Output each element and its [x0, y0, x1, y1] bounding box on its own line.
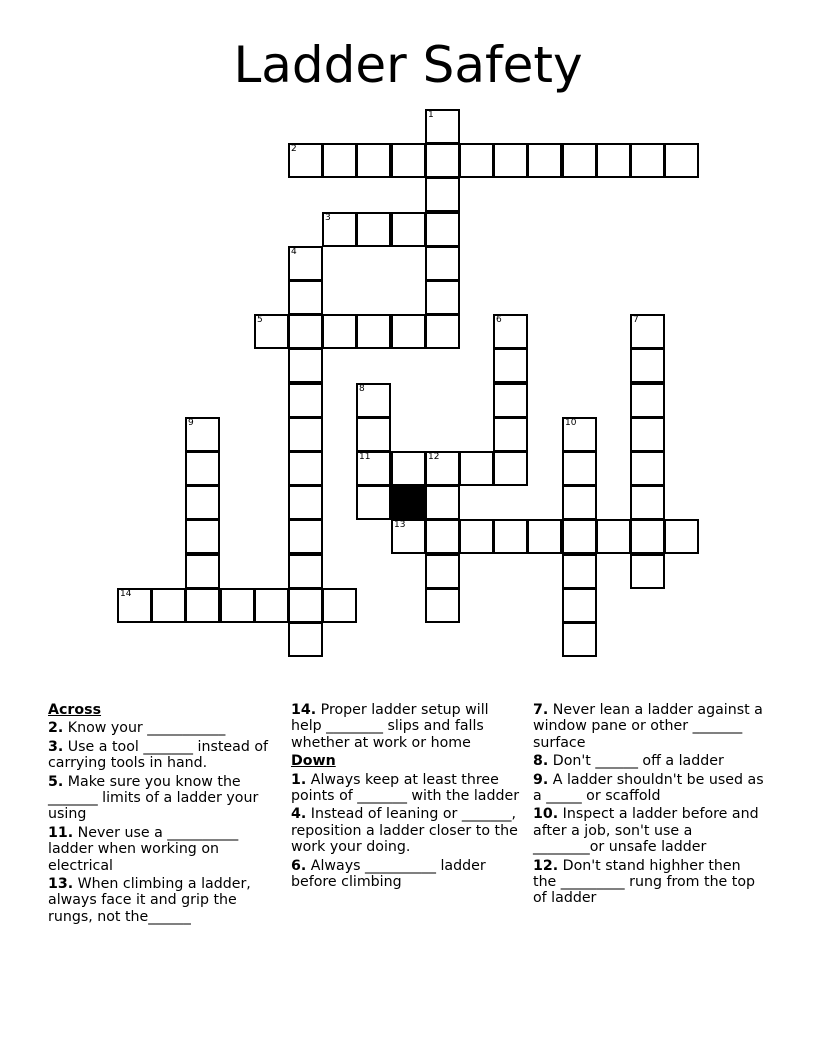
- clue-number: 12: [428, 452, 440, 462]
- clue-number: 1: [428, 110, 434, 120]
- clue-item: [291, 772, 521, 805]
- clue-item: [48, 774, 284, 823]
- clue-item: [48, 739, 284, 772]
- crossword-cell[interactable]: [425, 451, 460, 486]
- crossword-cell[interactable]: [356, 417, 391, 452]
- clue-number: 9: [188, 418, 194, 428]
- clue-number-label: 4.: [291, 806, 307, 823]
- crossword-cell[interactable]: [527, 519, 562, 554]
- crossword-cell[interactable]: [459, 143, 494, 178]
- crossword-cell[interactable]: [425, 485, 460, 520]
- clue-number: 13: [394, 520, 406, 530]
- clue-item: [533, 702, 768, 751]
- crossword-cell[interactable]: [322, 143, 357, 178]
- crossword-cell[interactable]: [630, 383, 665, 418]
- crossword-cell[interactable]: [562, 485, 597, 520]
- down-heading: Down: [291, 753, 336, 770]
- clue-number-label: 2.: [48, 720, 64, 737]
- crossword-cell[interactable]: [562, 143, 597, 178]
- crossword-cell[interactable]: [493, 348, 528, 383]
- clue-number-label: 1.: [291, 771, 307, 788]
- clue-number: 3: [325, 213, 331, 223]
- crossword-cell[interactable]: [288, 519, 323, 554]
- clue-item: [291, 806, 521, 855]
- page-title: Ladder Safety: [233, 36, 583, 94]
- clue-number: 10: [565, 418, 577, 428]
- crossword-cell[interactable]: [630, 519, 665, 554]
- clue-text: When climbing a ladder, always face it and grip the rungs, not the______: [48, 876, 251, 925]
- clue-text: Always __________ ladder before climbing: [291, 857, 486, 891]
- clue-item: [291, 858, 521, 891]
- crossword-cell[interactable]: [493, 519, 528, 554]
- crossword-cell[interactable]: [425, 519, 460, 554]
- crossword-cell[interactable]: [288, 622, 323, 657]
- clue-item: [533, 772, 768, 805]
- crossword-cell[interactable]: [596, 143, 631, 178]
- clue-item: [48, 720, 284, 736]
- crossword-cell[interactable]: [288, 485, 323, 520]
- clue-text: Never use a __________ ladder when working on electrical: [48, 824, 239, 874]
- clues-column-3: [533, 702, 768, 909]
- clue-number-label: 12.: [533, 857, 559, 874]
- crossword-cell[interactable]: [356, 451, 391, 486]
- crossword-cell[interactable]: [288, 143, 323, 178]
- crossword-cell[interactable]: [117, 588, 152, 623]
- clue-number-label: 10.: [533, 806, 559, 823]
- clues-column-2: [291, 702, 521, 892]
- crossword-cell[interactable]: [288, 246, 323, 281]
- crossword-cell[interactable]: [356, 314, 391, 349]
- clue-number: 5: [257, 315, 263, 325]
- clue-number: 14: [120, 589, 132, 599]
- crossword-cell[interactable]: [562, 622, 597, 657]
- clue-text: Don't stand highher then the _________ rung from the top of ladder: [533, 857, 756, 907]
- clue-number: 2: [291, 144, 297, 154]
- crossword-cell[interactable]: [425, 280, 460, 315]
- black-cell: [391, 485, 426, 520]
- crossword-cell[interactable]: [391, 143, 426, 178]
- crossword-cell[interactable]: [185, 417, 220, 452]
- clue-number-label: 6.: [291, 857, 307, 874]
- crossword-cell[interactable]: [562, 554, 597, 589]
- crossword-cell[interactable]: [459, 519, 494, 554]
- clue-text: A ladder shouldn't be used as a _____ or scaffold: [533, 771, 764, 805]
- clue-text: Know your ___________: [63, 720, 226, 737]
- clue-number-label: 8.: [533, 753, 549, 770]
- across-clue-list-continued: [291, 702, 521, 751]
- crossword-cell[interactable]: [664, 519, 699, 554]
- crossword-cell[interactable]: [288, 280, 323, 315]
- clue-text: Instead of leaning or _______, reposition a ladder closer to the work your doing.: [291, 806, 518, 856]
- down-clue-list-continued: [533, 702, 768, 907]
- crossword-cell[interactable]: [185, 519, 220, 554]
- crossword-cell[interactable]: [630, 451, 665, 486]
- crossword-cell[interactable]: [425, 246, 460, 281]
- crossword-cell[interactable]: [425, 314, 460, 349]
- clue-number-label: 13.: [48, 876, 74, 893]
- crossword-cell[interactable]: [220, 588, 255, 623]
- crossword-cell[interactable]: [391, 212, 426, 247]
- crossword-cell[interactable]: [664, 143, 699, 178]
- clue-item: [533, 806, 768, 855]
- clue-number: 7: [633, 315, 639, 325]
- clue-text: Proper ladder setup will help ________ slips and falls whether at work or home: [291, 702, 489, 751]
- crossword-cell[interactable]: [254, 314, 289, 349]
- clue-text: Always keep at least three points of _______ with the ladder: [291, 771, 520, 805]
- crossword-cell[interactable]: [459, 451, 494, 486]
- crossword-cell[interactable]: [425, 588, 460, 623]
- crossword-cell[interactable]: [425, 109, 460, 144]
- crossword-cell[interactable]: [425, 177, 460, 212]
- clue-item: [533, 753, 768, 769]
- crossword-cell[interactable]: [527, 143, 562, 178]
- crossword-cell[interactable]: [630, 314, 665, 349]
- crossword-cell[interactable]: [493, 383, 528, 418]
- crossword-cell[interactable]: [630, 485, 665, 520]
- crossword-cell[interactable]: [322, 212, 357, 247]
- clue-number: 4: [291, 247, 297, 257]
- clue-number-label: 3.: [48, 738, 64, 755]
- crossword-cell[interactable]: [630, 348, 665, 383]
- crossword-cell[interactable]: [630, 143, 665, 178]
- down-clue-list: [291, 772, 521, 891]
- crossword-cell[interactable]: [288, 451, 323, 486]
- across-clue-list: [48, 720, 284, 925]
- clue-item: [48, 825, 284, 874]
- crossword-cell[interactable]: [288, 554, 323, 589]
- crossword-cell[interactable]: [356, 143, 391, 178]
- crossword-cell[interactable]: [391, 451, 426, 486]
- crossword-cell[interactable]: [185, 588, 220, 623]
- clue-text: Never lean a ladder against a window pane or other _______ surface: [533, 702, 763, 751]
- crossword-grid: [117, 109, 700, 659]
- clue-number: 6: [496, 315, 502, 325]
- clue-number: 11: [359, 452, 371, 462]
- clue-number: 8: [359, 384, 365, 394]
- crossword-cell[interactable]: [185, 485, 220, 520]
- crossword-cell[interactable]: [356, 212, 391, 247]
- crossword-cell[interactable]: [185, 554, 220, 589]
- clue-text: Use a tool _______ instead of carrying tools in hand.: [48, 738, 269, 772]
- clue-item: [291, 702, 521, 751]
- crossword-cell[interactable]: [493, 314, 528, 349]
- crossword-cell[interactable]: [288, 417, 323, 452]
- across-heading: Across: [48, 702, 102, 718]
- clue-text: Don't ______ off a ladder: [548, 753, 724, 770]
- crossword-cell[interactable]: [288, 348, 323, 383]
- crossword-cell[interactable]: [151, 588, 186, 623]
- crossword-cell[interactable]: [562, 519, 597, 554]
- crossword-cell[interactable]: [185, 451, 220, 486]
- crossword-cell[interactable]: [596, 519, 631, 554]
- crossword-cell[interactable]: [493, 143, 528, 178]
- crossword-cell[interactable]: [322, 314, 357, 349]
- clue-number-label: 7.: [533, 702, 549, 718]
- crossword-cell[interactable]: [288, 314, 323, 349]
- clue-number-label: 9.: [533, 771, 549, 788]
- crossword-cell[interactable]: [630, 417, 665, 452]
- crossword-cell[interactable]: [493, 417, 528, 452]
- clue-number-label: 5.: [48, 773, 64, 790]
- crossword-cell[interactable]: [322, 588, 357, 623]
- crossword-cell[interactable]: [562, 451, 597, 486]
- crossword-cell[interactable]: [356, 485, 391, 520]
- crossword-cell[interactable]: [391, 519, 426, 554]
- crossword-cell[interactable]: [562, 417, 597, 452]
- crossword-cell[interactable]: [562, 588, 597, 623]
- clue-number-label: 14.: [291, 702, 317, 718]
- crossword-cell[interactable]: [288, 383, 323, 418]
- crossword-cell[interactable]: [425, 554, 460, 589]
- clue-text: Inspect a ladder before and after a job, son't use a ________or unsafe ladder: [533, 806, 759, 856]
- clue-item: [533, 858, 768, 907]
- crossword-cell[interactable]: [288, 588, 323, 623]
- crossword-cell[interactable]: [254, 588, 289, 623]
- crossword-cell[interactable]: [356, 383, 391, 418]
- clue-item: [48, 876, 284, 925]
- crossword-cell[interactable]: [493, 451, 528, 486]
- crossword-cell[interactable]: [391, 314, 426, 349]
- clue-text: Make sure you know the _______ limits of a ladder your using: [48, 773, 259, 823]
- crossword-cell[interactable]: [425, 212, 460, 247]
- clue-number-label: 11.: [48, 824, 74, 841]
- crossword-cell[interactable]: [425, 143, 460, 178]
- clues-column-1: [48, 702, 284, 927]
- crossword-cell[interactable]: [630, 554, 665, 589]
